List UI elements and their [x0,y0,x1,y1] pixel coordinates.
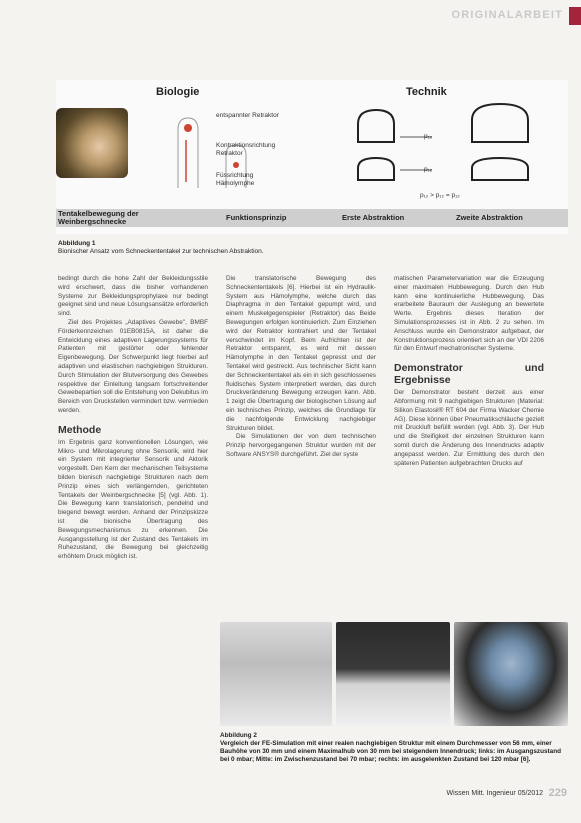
column-3 [394,275,544,468]
step-snail: Tentakelbewegung der Weinbergschnecke [58,209,139,226]
step-erste-abstraktion: Erste Abstraktion [342,213,405,222]
figure1-caption-text: Bionischer Ansatz vom Schneckententakel zur technischen Abstraktion. [58,248,264,255]
step-funktionsprinzip: Funktionsprinzip [226,213,287,222]
col2-paragraph-1: Die translatorische Bewegung des Schneckententakels [6]. Hierbei ist ein Hydraulik-System aus Hämolymphe, welche durch das Diaphragma in den Tentakel gepumpt wird, und einem Muskelgegenspieler (Retraktor) das Beide Bewegungen erfolgen kontinuierlich. Zum Einziehen wird der Retraktor kontrahiert und der Tentakel verschwindet im Kopf. Beim Aufrichten ist der Retraktor entspannt, es wird mit dessen Hämolymphe in den Tentakel gepresst und der Tentakel wird gestreckt. Aus technischer Sicht kann der Schneckententakel als ein in sich geschlossenes fluidisches System interpretiert werden, das durch Druckveränderung Bewegung erzeugen kann. Abb. 1 zeigt die Übertragung der biologischen Lösung auf ein technisches Prinzip, welches die Grundlage für die nachfolgende Entwicklung nachgiebiger Strukturen bildet. [226,275,376,432]
label-retraktor: entspannter Retraktor [216,112,279,119]
figure2-caption-title: Abbildung 2 [220,732,257,739]
technical-diagram [352,102,532,197]
technik-title: Technik [406,86,447,98]
journal-footer: Wissen Mitt. Ingenieur 05/2012 [446,790,543,797]
col1-paragraph-2: Ziel des Projektes „Adaptives Gewebe", BMBF Förderkennzeichen 01EB0815A, ist daher die Entwicklung eines adaptiven Lagerungssystems für Patienten mit gestörter oder fehlender Eigenbewegung. Der Schwerpunkt liegt hierbei auf adaptiven und elastischen nachgiebigen Strukturen. Durch Stimulation der Blutversorgung des Gewebes respektive der Einleitung langsam fortschreitender Gewebepartien soll die Entstehung von Dekubitus im Bereich von Druckstellen vermindert bzw. vermieden werden. [58,318,208,414]
section-marker [569,7,581,25]
photo-120-mbar [454,622,568,726]
p-label-1: p₁₂ [424,133,433,140]
page-number: 229 [548,787,567,799]
col1-paragraph-3: Im Ergebnis ganz konventionellen Lösungen, wie Mikro- und Mikrolagerung ohne Sensorik, wird hier ein System mit integrierter Sensorik und Aktorik vorgestellt. Den Kern der mechanischen Teilsysteme bilden bionisch nachgiebige Strukturen nach dem Prinzip eines sich verlängernden, gerichteten Tentakels der Weinbergschnecke [5] (vgl. Abb. 1). Die Bewegung kann translatorisch, pendelnd und biegend bewegt werden. Anhand der Prinzipskizze ist die bionische Übertragung des Bewegungsmechanismus zu erkennen. Die Ausgangsstellung ist der Zustand des Tentakels im Ruhezustand, die Bewegung bei gleichzeitig erhöhtem Druck möglich ist. [58,438,208,561]
figure-1 [56,80,568,234]
photo-70-mbar [336,622,450,726]
column-1 [58,275,208,562]
col2-paragraph-2: Die Simulationen der von dem technischen Prinzip hervorgegangenen Struktur wurden mit der Software ANSYS® durchgeführt. Ziel der syste [226,433,376,458]
heading-demonstrator: Demonstrator und Ergebnisse [394,362,544,387]
col3-paragraph-1: matischen Parametervariation war die Erzeugung einer maximalen Hubbewegung. Durch den Hub kann eine kontinuierliche Hubbewegung. Das erarbeitete Bauraum der Auslegung an bewertete Werte. Ergebnis dieses Iteration der Simulationsprozesses ist in Abb. 2 zu sehen. Im Anschluss wurde ein Demonstrator aufgebaut, der Konstruktionsprozess orientiert sich an der VDI 2206 für den Entwurf mechatronischer Systeme. [394,275,544,353]
p-label-2: p₁₂ [424,166,433,173]
col3-paragraph-2: Der Demonstrator besteht derzeit aus einer Abformung mit 9 nachgiebigen Strukturen (Material: Silikon Elastosil® RT 604 der Firma Wacker Chemie AG). Diese können über Pneumatikschläuche gezielt mit Druckluft befüllt werden (vgl. Abb. 3). Der Hub und die Steifigkeit der einzelnen Strukturen kann somit durch die Änderung des Innendrucks adaptiv angepasst werden. Zur Ermittlung des durch den späteren Patienten aufgebrachten Drucks auf [394,389,544,467]
figure2-caption-text: Vergleich der FE-Simulation mit einer realen nachgiebigen Struktur mit einem Durchmesser von 56 mm, einer Bauhöhe von 30 mm und einem Maximalhub von 30 mm bei steigendem Innendruck; links: im Ausgangszustand bei 0 mbar; Mitte: im Zwischenzustand bei 70 mbar; rechts: im ausgelenkten Zustand bei 120 mbar [6]. [220,740,562,763]
process-arrow-bar [56,209,568,227]
column-2 [226,275,376,460]
label-haemolymphe: Füssrichtung Hämolymphe [216,172,255,187]
label-kontraktion: Kontraktionsrichtung Retraktor [216,142,276,157]
photo-0-mbar [220,622,332,726]
heading-methode: Methode [58,423,102,436]
step-zweite-abstraktion: Zweite Abstraktion [456,213,523,222]
figure-2 [220,622,568,802]
section-header: ORIGINALARBEIT [451,9,563,21]
figure1-caption-title: Abbildung 1 [58,240,96,247]
p-label-3: p₁₂ > p₁₂ = p₁₂ [420,192,460,199]
col1-paragraph-1: bedingt durch die hohe Zahl der Bekleidungsstile wird erschwert, dass die bisher vorhandenen Systeme zur Bekleidungsprophylaxe nur bedingt geeignet sind und neue Lösungsansätze erforderlich sind. [58,275,208,318]
biology-title: Biologie [156,86,200,98]
snail-photo [56,108,128,178]
